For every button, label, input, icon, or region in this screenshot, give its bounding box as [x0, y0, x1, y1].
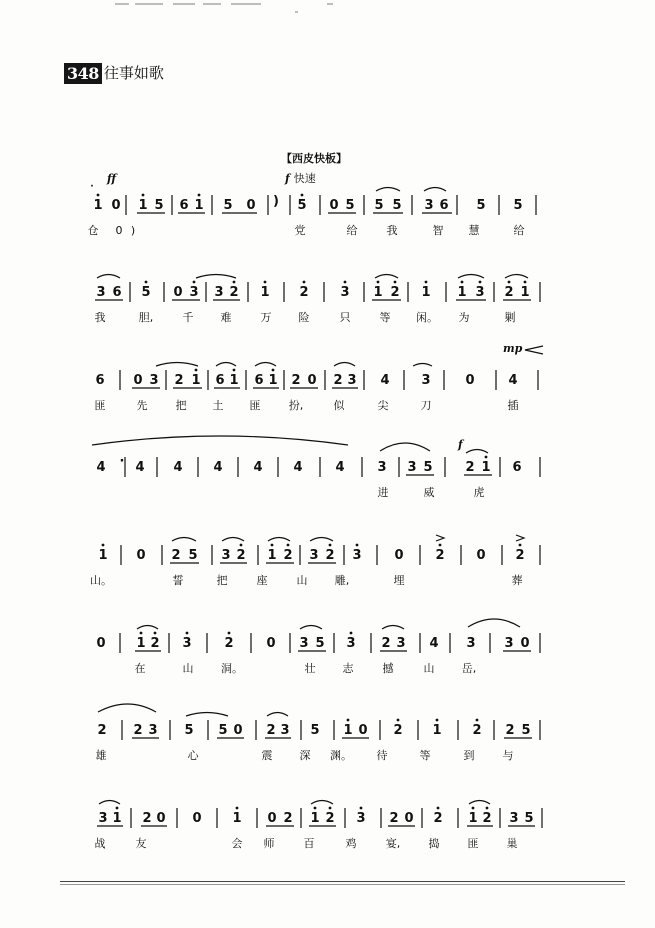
octave-dot: [350, 632, 353, 635]
score-note: 0: [266, 636, 276, 651]
score-note: ): [273, 194, 279, 209]
score-note: 3: [356, 811, 366, 826]
score-note: 4: [173, 460, 183, 475]
score-note: 1: [343, 723, 353, 738]
dynamic-f: f: [458, 438, 463, 451]
score-note: 0: [136, 548, 146, 563]
score-note: 3: [421, 373, 431, 388]
octave-dot: [272, 369, 275, 372]
score-note: 2: [325, 811, 335, 826]
lyric-syllable: 匪: [467, 837, 479, 850]
lyric-syllable: 山: [423, 662, 435, 675]
score-note: 1: [481, 460, 491, 475]
lyric-syllable: 慧: [468, 224, 480, 237]
lyric-syllable: 难: [220, 311, 232, 324]
score-note: 0: [404, 811, 414, 826]
score-note: 3: [377, 460, 387, 475]
lyric-syllable: 把: [216, 574, 228, 587]
lyric-syllable: 雄: [95, 749, 107, 762]
octave-dot: [425, 281, 428, 284]
octave-dot: [508, 281, 511, 284]
octave-dot: [344, 281, 347, 284]
lyric-syllable: 洞。: [221, 662, 243, 675]
score-note: 1: [229, 373, 239, 388]
score-note: 1: [373, 285, 383, 300]
score-note: 4: [335, 460, 345, 475]
octave-dot: [186, 632, 189, 635]
lyric-syllable: 似: [333, 399, 345, 412]
score-note: 6: [179, 198, 189, 213]
octave-dot: [397, 719, 400, 722]
slur: [300, 626, 322, 630]
lyric-syllable: 待: [376, 749, 388, 762]
score-note: 0: [358, 723, 368, 738]
score-note: 0: [96, 636, 106, 651]
crescendo-mark: [525, 346, 543, 354]
score-note: 2: [283, 548, 293, 563]
lyric-syllable: 岳,: [461, 662, 477, 675]
score-note: 2: [504, 285, 514, 300]
lyric-syllable: 尖: [377, 399, 389, 412]
lyric-syllable: 险: [298, 311, 310, 324]
score-note: 3: [504, 636, 514, 651]
tempo-dynamic: f: [285, 172, 290, 185]
score-note: 3: [309, 548, 319, 563]
slur: [424, 188, 446, 192]
lyric-syllable: 智: [432, 224, 444, 237]
score-note: 1: [191, 373, 201, 388]
slur: [267, 713, 288, 717]
score-note: 2: [291, 373, 301, 388]
lyric-syllable: 胆,: [138, 311, 154, 324]
score-note: 5: [524, 811, 534, 826]
score-note: 1: [138, 198, 148, 213]
slur: [469, 801, 490, 805]
score-note: 4: [213, 460, 223, 475]
score-note: 0: [156, 811, 166, 826]
score-note: ·: [119, 454, 125, 469]
lyric-syllable: 埋: [393, 574, 405, 587]
score-note: 0: [267, 811, 277, 826]
score-note: 0: [192, 811, 202, 826]
score-note: 5: [184, 723, 194, 738]
lyric-syllable: 宴,: [385, 837, 401, 850]
score-note: 2: [472, 723, 482, 738]
score-note: 2: [333, 373, 343, 388]
octave-dot: [377, 281, 380, 284]
lyric-syllable: 等: [379, 311, 391, 324]
octave-dot: [264, 281, 267, 284]
octave-dot: [97, 194, 100, 197]
lyric-syllable: 座: [256, 574, 268, 587]
slur: [310, 538, 333, 542]
lyric-syllable: 闲。: [416, 311, 438, 324]
score-note: 3: [221, 548, 231, 563]
slur: [99, 801, 120, 805]
score-note: 1: [432, 723, 442, 738]
score-note: 6: [512, 460, 522, 475]
score-note: 5: [188, 548, 198, 563]
lyric-syllable: 千: [182, 311, 194, 324]
score-note: 2: [299, 285, 309, 300]
slur: [413, 364, 432, 367]
lyric-syllable: 师: [263, 837, 275, 850]
lyric-syllable: 深: [299, 749, 311, 762]
slur: [466, 450, 488, 454]
score-note: 3: [189, 285, 199, 300]
score-note: 2: [283, 811, 293, 826]
lyric-syllable: ): [130, 224, 136, 237]
octave-dot: [154, 632, 157, 635]
slur: [505, 275, 528, 279]
score-note: 6: [215, 373, 225, 388]
lyric-syllable: 雕,: [334, 574, 350, 587]
score-note: 3: [280, 723, 290, 738]
score-note: 2: [393, 723, 403, 738]
score-note: 0: [307, 373, 317, 388]
slur: [222, 538, 244, 542]
score-note: 3: [98, 811, 108, 826]
octave-dot: [329, 807, 332, 810]
lyric-syllable: 威: [423, 486, 435, 499]
octave-dot: [228, 632, 231, 635]
score-note: 4: [135, 460, 145, 475]
lyric-syllable: 为: [458, 311, 470, 324]
score-note: 3: [149, 373, 159, 388]
score-note: 3: [96, 285, 106, 300]
octave-dot: [461, 281, 464, 284]
lyric-syllable: 匪: [94, 399, 106, 412]
lyric-syllable: 震: [261, 749, 273, 762]
octave-dot: [329, 544, 332, 547]
score-note: 4: [96, 460, 106, 475]
score-note: 0: [133, 373, 143, 388]
lyric-syllable: 刀: [420, 399, 432, 412]
lyric-syllable: 把: [175, 399, 187, 412]
score-note: 3: [466, 636, 476, 651]
lyric-syllable: 土: [212, 399, 224, 412]
score-note: 1: [136, 636, 146, 651]
score-note: 2: [505, 723, 515, 738]
score-note: 5: [345, 198, 355, 213]
score-note: 2: [390, 285, 400, 300]
octave-dot: [476, 719, 479, 722]
octave-dot: [198, 194, 201, 197]
score-note: 2: [515, 548, 525, 563]
octave-dot: [347, 719, 350, 722]
score-note: 5: [476, 198, 486, 213]
score-note: 3: [407, 460, 417, 475]
lyric-syllable: 万: [260, 311, 272, 324]
octave-dot: [479, 281, 482, 284]
score-note: 5: [513, 198, 523, 213]
score-note: 1: [232, 811, 242, 826]
lyric-syllable: 葬: [511, 574, 523, 587]
score-note: 1: [112, 811, 122, 826]
score-note: 3: [148, 723, 158, 738]
slur: [255, 363, 276, 367]
score-note: 3: [352, 548, 362, 563]
score-note: 2: [142, 811, 152, 826]
score-note: 3: [509, 811, 519, 826]
slur: [268, 538, 290, 542]
book-title: 往事如歌: [103, 64, 164, 82]
octave-dot: [195, 369, 198, 372]
octave-dot: [356, 544, 359, 547]
score-note: 0: [394, 548, 404, 563]
score-note: 4: [429, 636, 439, 651]
score-note: 0: [520, 636, 530, 651]
lyric-syllable: 山: [182, 662, 194, 675]
lyric-syllable: 捣: [428, 837, 440, 850]
score-note: 2: [150, 636, 160, 651]
tie-slur: [92, 436, 348, 445]
lyric-syllable: 渊。: [330, 749, 352, 762]
score-note: 1: [520, 285, 530, 300]
score-note: 5: [297, 198, 307, 213]
octave-dot: [439, 544, 442, 547]
octave-dot: [436, 719, 439, 722]
score-note: 2: [133, 723, 143, 738]
lyric-syllable: 友: [135, 837, 147, 850]
score-note: 6: [439, 198, 449, 213]
score-note: 1: [267, 548, 277, 563]
score-note: 3: [340, 285, 350, 300]
octave-dot: [271, 544, 274, 547]
octave-dot: [485, 456, 488, 459]
score-note: 5: [310, 723, 320, 738]
lyric-syllable: 剿: [504, 311, 516, 324]
octave-dot: [240, 544, 243, 547]
lyric-syllable: 给: [513, 224, 525, 237]
score-note: 1: [98, 548, 108, 563]
octave-dot: [472, 807, 475, 810]
score-note: 2: [435, 548, 445, 563]
score-note: 2: [236, 548, 246, 563]
lyric-syllable: 党: [294, 224, 306, 237]
score-note: 5: [374, 198, 384, 213]
score-note: 3: [475, 285, 485, 300]
octave-dot: [145, 281, 148, 284]
lyric-syllable: 先: [136, 399, 148, 412]
octave-dot: [303, 281, 306, 284]
octave-dot: [394, 281, 397, 284]
score-note: 4: [253, 460, 263, 475]
score-note: 2: [465, 460, 475, 475]
score-note: 4: [293, 460, 303, 475]
octave-dot: [116, 807, 119, 810]
lyric-syllable: 志: [342, 662, 354, 675]
octave-dot: [193, 281, 196, 284]
score-note: 0: [173, 285, 183, 300]
octave-dot: [314, 807, 317, 810]
score-note: 1: [457, 285, 467, 300]
accent-mark: [516, 535, 524, 541]
lyric-syllable: 我: [386, 224, 398, 237]
octave-dot: [233, 281, 236, 284]
octave-dot: [486, 807, 489, 810]
score-note: 1: [468, 811, 478, 826]
octave-dot: [437, 807, 440, 810]
lyric-syllable: 匪: [249, 399, 261, 412]
lyric-syllable: 壮: [304, 662, 316, 675]
score-note: 5: [154, 198, 164, 213]
lyric-syllable: 会: [231, 837, 243, 850]
octave-dot: [360, 807, 363, 810]
score-note: 6: [95, 373, 105, 388]
score-note: 2: [97, 723, 107, 738]
slur: [156, 363, 198, 367]
lyric-syllable: 百: [303, 837, 315, 850]
score-note: 5: [521, 723, 531, 738]
score-note: 1: [310, 811, 320, 826]
score-note: 3: [347, 373, 357, 388]
score-note: 5: [141, 285, 151, 300]
score-note: 2: [266, 723, 276, 738]
score-note: 2: [433, 811, 443, 826]
octave-dot: [236, 807, 239, 810]
score-note: 3: [214, 285, 224, 300]
score-note: 5: [223, 198, 233, 213]
dynamic-ff: ff: [107, 172, 117, 185]
score-note: 1: [268, 373, 278, 388]
slur: [380, 443, 430, 451]
bottom-rule: [60, 881, 625, 882]
dynamic-mp: mp: [503, 342, 523, 355]
lyric-syllable: 我: [94, 311, 106, 324]
score-note: 2: [171, 548, 181, 563]
lyric-syllable: 与: [502, 749, 514, 762]
lyric-syllable: 虎: [473, 486, 485, 499]
lyric-syllable: 在: [134, 662, 146, 675]
score-note: 2: [224, 636, 234, 651]
octave-dot: [142, 194, 145, 197]
lyric-syllable: 心: [187, 749, 199, 762]
bottom-rule-2: [60, 884, 625, 885]
lyric-syllable: 誓: [172, 574, 184, 587]
score-note: 4: [508, 373, 518, 388]
slur: [334, 363, 355, 367]
score-note: 4: [380, 373, 390, 388]
octave-dot: [524, 281, 527, 284]
octave-dot: [287, 544, 290, 547]
score-note: 2: [381, 636, 391, 651]
score-note: 3: [346, 636, 356, 651]
score-note: 0: [246, 198, 256, 213]
slur: [98, 704, 156, 712]
slur: [137, 626, 158, 630]
lyric-syllable: 只: [339, 311, 351, 324]
score-note: 2: [482, 811, 492, 826]
score-note: 3: [424, 198, 434, 213]
score-note: 0: [233, 723, 243, 738]
score-note: 0: [476, 548, 486, 563]
lyric-syllable: 0: [115, 224, 123, 237]
slur: [375, 275, 398, 279]
lyric-syllable: 等: [419, 749, 431, 762]
lyric-syllable: 战: [94, 837, 106, 850]
octave-dot: [301, 194, 304, 197]
lyric-syllable: 仓: [87, 224, 99, 237]
score-note: 3: [396, 636, 406, 651]
score-note: 0: [111, 198, 121, 213]
score-note: 1: [194, 198, 204, 213]
slur: [186, 713, 228, 717]
slur: [382, 626, 404, 630]
slur: [376, 188, 400, 192]
slur: [468, 619, 520, 627]
slur: [458, 275, 484, 279]
score-note: 2: [325, 548, 335, 563]
lyric-syllable: 巢: [506, 837, 518, 850]
score-note: 5: [423, 460, 433, 475]
slur: [172, 538, 196, 542]
score-note: 6: [112, 285, 122, 300]
score-note: 6: [254, 373, 264, 388]
slur: [196, 275, 236, 279]
lyric-syllable: 插: [507, 399, 519, 412]
octave-dot: [102, 544, 105, 547]
tempo-text: 快速: [293, 172, 316, 185]
lyric-syllable: 到: [463, 749, 475, 762]
score-note: 0: [329, 198, 339, 213]
score-note: 5: [218, 723, 228, 738]
slur: [311, 801, 333, 805]
score-note: 2: [389, 811, 399, 826]
section-title: 【西皮快板】: [281, 152, 347, 165]
pickup-dot: ·: [90, 182, 94, 192]
lyric-syllable: 山。: [90, 574, 112, 587]
lyric-syllable: 给: [346, 224, 358, 237]
score-note: 3: [182, 636, 192, 651]
octave-dot: [519, 544, 522, 547]
octave-dot: [140, 632, 143, 635]
score-note: 0: [465, 373, 475, 388]
score-note: 2: [174, 373, 184, 388]
slur: [216, 363, 236, 367]
score-note: 1: [421, 285, 431, 300]
slur: [97, 275, 120, 279]
lyric-syllable: 进: [377, 486, 389, 499]
score-note: 5: [392, 198, 402, 213]
lyric-syllable: 撼: [382, 662, 394, 675]
lyric-syllable: 扮,: [288, 399, 304, 412]
score-note: 1: [93, 198, 103, 213]
lyric-syllable: 山: [296, 574, 308, 587]
lyric-syllable: 鸡: [345, 837, 357, 850]
score-note: 1: [260, 285, 270, 300]
octave-dot: [233, 369, 236, 372]
accent-mark: [436, 535, 444, 541]
score-note: 3: [299, 636, 309, 651]
page-number: 348: [64, 63, 102, 84]
score-note: 5: [315, 636, 325, 651]
score-note: 2: [229, 285, 239, 300]
